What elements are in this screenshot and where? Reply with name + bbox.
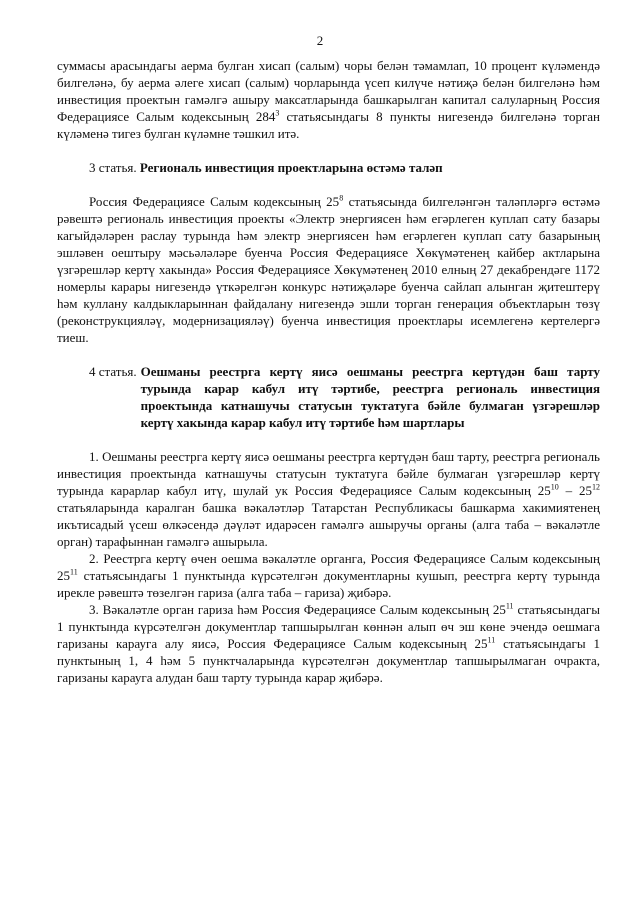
intro-text: суммасы арасындагы аерма булган хисап (салым) чоры белән тәмамлап, 10 процент күләмендә билгеләнә, бу аерма әлеге хисап (салым) чорларында үсеп килүче нәтиҗә белән билгеләнә һәм инвестиция проектын гамәлгә ашыру максатларында башкарылган капитал салуларның Россия Федерациясе Салым кодексының 284 (57, 58, 600, 124)
article-4-p3-superscript-2: 11 (487, 635, 496, 645)
intro-superscript: 3 (275, 108, 280, 118)
article-4-p1-text-mid: – 25 (558, 483, 593, 498)
article-4-p2-superscript: 11 (70, 567, 78, 577)
article-4-heading (57, 363, 600, 431)
article-4-title: Оешманы реестрга кертү яисә оешманы реестрга кертүдән баш тарту турында карар кабул итү тәртибе, реестрга региональ инвестиция проектында катнашучы статусын туктатуга бәйле булмаган үзгәрешләр кертү хакында карар кабул итү тәртибе һәм шартлары (140, 364, 600, 430)
intro-text-tail: статьясындагы 8 пункты нигезендә билгеләнә торган күләменә тигез булган күләмне тәшкил итә. (57, 109, 601, 141)
article-4-p1-text: 1. Оешманы реестрга кертү яисә оешманы реестрга кертүдән баш тарту, реестрга региональ инвестиция проектында катнашучы статусын туктатуга бәйле булмаган үзгәрешләр кертү турында карарлар кабул итү, шулай ук Россия Федерациясе Салым кодексының 25 (57, 449, 600, 498)
article-4-p3-text: 3. Вәкаләтле орган гариза һәм Россия Федерациясе Салым кодексының 25 (89, 602, 506, 617)
article-4-p3-text-mid: статьясындагы 1 пунктында күрсәтелгән документлар тапшырылган көннән алып өч эш көне эчендә оешмага гаризаны карауга алу яисә, Россия Федерациясе Салым кодексының 25 (57, 602, 600, 651)
article-4-paragraph-1 (57, 448, 600, 550)
article-4-p1-text-tail: статьяларында каралган башка вәкаләтләр Татарстан Республикасы башкарма хакимиятенең икътисадый үсеш өлкәсендә дәүләт идарәсен гамәлгә ашыручы органы (алга таба – вәкаләтле орган) тарафыннан гамәлгә ашырыла. (57, 500, 600, 549)
article-4-p3-text-tail: статьясындагы 1 пунктының 1, 4 һәм 5 пунктчаларында күрсәтелгән документлар тапшырылмаган очракта, гаризаны карауга алудан баш тарту турында карар җибәрә. (57, 636, 600, 685)
article-4-paragraph-3 (57, 601, 600, 686)
article-4-p1-superscript-1: 10 (550, 482, 559, 492)
article-4-paragraph-2 (57, 550, 600, 601)
article-3-superscript: 8 (339, 193, 344, 203)
article-4-p1-superscript-2: 12 (592, 482, 601, 492)
intro-paragraph (57, 57, 600, 142)
article-3-heading (57, 159, 600, 176)
article-3-paragraph (57, 193, 600, 346)
article-4-label: 4 статья. (89, 364, 137, 379)
article-3-text: Россия Федерациясе Салым кодексының 25 (89, 194, 340, 209)
article-4-p2-text: 2. Реестрга кертү өчен оешма вәкаләтле органга, Россия Федерациясе Салым кодексының 25 (57, 551, 600, 583)
article-4-p2-text-tail: статьясындагы 1 пунктында күрсәтелгән документларны кушып, реестрга кертү турында иреклe рәвештә төзелгән гариза (алга таба – гариза) җибәрә. (57, 568, 600, 600)
article-3-title: Региональ инвестиция проектларына өстәмә таләп (139, 160, 443, 175)
article-4-p3-superscript-1: 11 (505, 601, 514, 611)
article-3-label: 3 статья. (89, 160, 137, 175)
page-number: 2 (316, 33, 324, 48)
article-3-text-tail: статьясында билгеләнгән таләпләргә өстәмә рәвештә региональ инвестиция проекты «Электр энергиясен һәм егәрлеген куплап сату базары кагыйдәләрен раслау турында һәм электр энергиясен һәм егәрлеген куплап сату базарының эшләвен оештыру мәсьәләләре буенча Россия Федерациясе Хөкүмәтенең кайбер актларына үзгәрешләр кертү хакында» Россия Федерациясе Хөкүмәтенең 2010 елның 27 декабрендәге 1172 номерлы карары нигезендә үткәрелгән конкурс нәтиҗәләре буенча сайлап алынган җитештерү һәм куллану калдыкларыннан файдалану нигезендә эшли торган генерация объектларын төзү (реконструкцияләү, модернизацияләү) буенча инвестиция проектлары исемлегенә кертелергә тиеш. (57, 194, 600, 345)
document-body (57, 57, 600, 686)
